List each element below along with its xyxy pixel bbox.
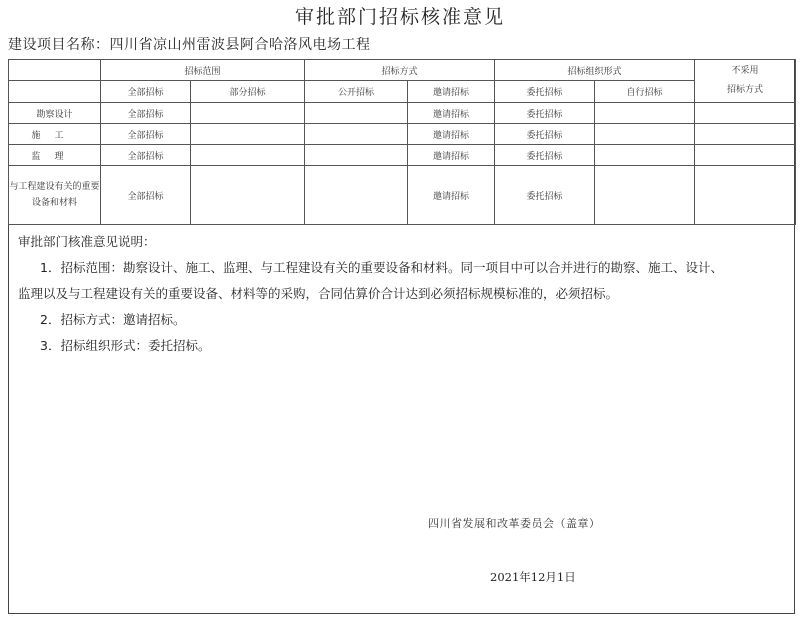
- table-cell: [695, 166, 796, 225]
- table-cell: 委托招标: [495, 166, 595, 225]
- subheader-cell: 委托招标: [495, 81, 595, 103]
- header-not-adopted: [695, 60, 796, 103]
- table-subheader-blank: [9, 81, 101, 103]
- table-subheader-row: [9, 81, 796, 103]
- table-cell: [305, 166, 408, 225]
- row-label: 与工程建设有关的重要设备和材料: [9, 166, 101, 225]
- table-cell: 全部招标: [101, 145, 191, 166]
- header-method: 招标方式: [305, 60, 495, 81]
- table-cell: 全部招标: [101, 124, 191, 145]
- notes-item-3: 3．招标组织形式：委托招标。: [40, 338, 211, 353]
- table-cell: [305, 124, 408, 145]
- table-row: [9, 103, 796, 124]
- table-cell: [695, 124, 796, 145]
- table-cell: 邀请招标: [408, 124, 495, 145]
- header-not-adopted-line1: 不采用: [731, 66, 759, 76]
- subheader-cell: 部分招标: [191, 81, 305, 103]
- table-cell: 邀请招标: [408, 103, 495, 124]
- issue-date: 2021年12月1日: [490, 570, 576, 584]
- project-name: 建设项目名称：四川省凉山州雷波县阿合哈洛风电场工程: [8, 37, 371, 53]
- row-label: 施工: [9, 124, 101, 145]
- table-cell: [595, 124, 695, 145]
- table-cell: [695, 103, 796, 124]
- table-cell: 委托招标: [495, 124, 595, 145]
- table-cell: 委托招标: [495, 103, 595, 124]
- table-cell: [595, 103, 695, 124]
- row-label: 监理: [9, 145, 101, 166]
- header-scope: 招标范围: [101, 60, 305, 81]
- notes-item-1-continued: 监理以及与工程建设有关的重要设备、材料等的采购，合同估算价合计达到必须招标规模标准的，必须招标。: [18, 286, 619, 301]
- table-cell: 全部招标: [101, 103, 191, 124]
- table-cell: [191, 166, 305, 225]
- notes-heading: 审批部门核准意见说明：: [18, 234, 156, 249]
- subheader-cell: 全部招标: [101, 81, 191, 103]
- header-not-adopted-line2: 招标方式: [727, 85, 764, 95]
- header-org-form: 招标组织形式: [495, 60, 695, 81]
- table-cell: [595, 166, 695, 225]
- row-label: 勘察设计: [9, 103, 101, 124]
- page-title: 审批部门招标核准意见: [294, 6, 505, 28]
- table-header-row: [9, 60, 796, 81]
- table-cell: [595, 145, 695, 166]
- table-cell: 邀请招标: [408, 145, 495, 166]
- table-cell: [695, 145, 796, 166]
- table-corner-cell: [9, 60, 101, 81]
- table-cell: 全部招标: [101, 166, 191, 225]
- table-cell: [305, 145, 408, 166]
- table-row: [9, 124, 796, 145]
- table-row: [9, 166, 796, 225]
- table-cell: [191, 124, 305, 145]
- subheader-cell: 邀请招标: [408, 81, 495, 103]
- table-cell: [191, 145, 305, 166]
- table-cell: [191, 103, 305, 124]
- subheader-cell: 自行招标: [595, 81, 695, 103]
- notes-item-1: 1．招标范围：勘察设计、施工、监理、与工程建设有关的重要设备和材料。同一项目中可以合并进行的勘察、施工、设计、: [40, 260, 723, 275]
- table-row: [9, 145, 796, 166]
- issuer-seal-line: 四川省发展和改革委员会（盖章）: [428, 517, 601, 530]
- notes-item-2: 2．招标方式：邀请招标。: [40, 312, 186, 327]
- table-cell: 邀请招标: [408, 166, 495, 225]
- approval-table: [8, 59, 796, 225]
- table-cell: [305, 103, 408, 124]
- subheader-cell: 公开招标: [305, 81, 408, 103]
- table-cell: 委托招标: [495, 145, 595, 166]
- approval-notes: [18, 229, 788, 359]
